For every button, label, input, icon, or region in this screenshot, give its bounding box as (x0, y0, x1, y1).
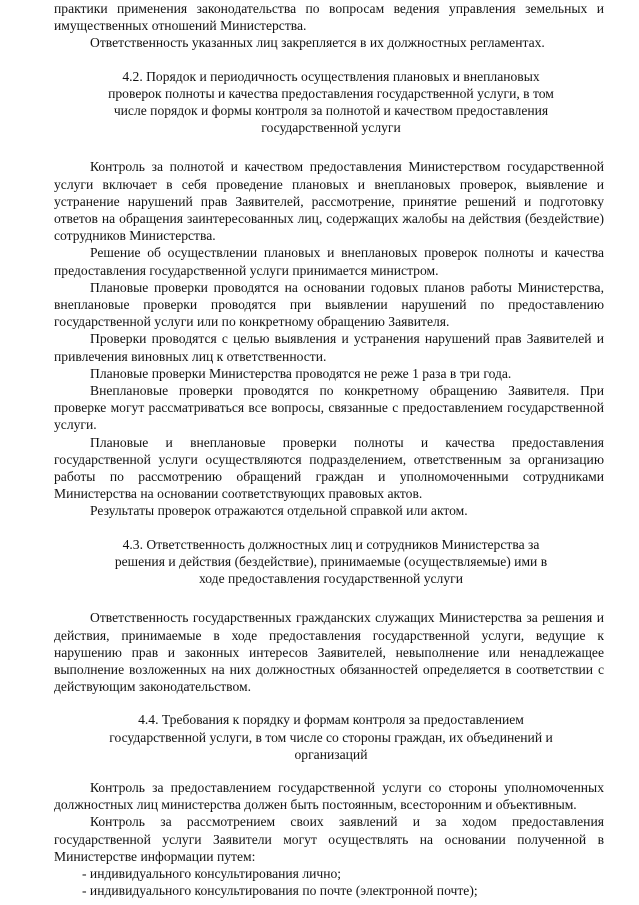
section-4-4-heading: 4.4. Требования к порядку и формам контроля за предоставлением государственной услуги, в том числе со стороны граждан, их объединений и организаций (109, 712, 553, 762)
section-4-2-paragraph: Проверки проводятся с целью выявления и устранения нарушений прав Заявителей и привлечения виновных лиц к ответственности. (54, 331, 604, 364)
intro-paragraph: практики применения законодательства по вопросам ведения управления земельных и имущественных отношений Министерства. (54, 1, 604, 34)
section-4-4-paragraph: Контроль за предоставлением государственной услуги со стороны уполномоченных должностных лиц министерства должен быть постоянным, всесторонним и объективным. (54, 779, 604, 813)
section-4-3-paragraph: Ответственность государственных гражданских служащих Министерства за решения и действия, принимаемые в ходе предоставления государственной услуги, ведущие к нарушению прав и законных интересов Заявителей, невыполнение или ненадлежащее выполнение возложенных на них должностных обязанностей определяется в соответствии с действующим законодательством. (54, 610, 604, 695)
section-4-2-paragraph: Плановые проверки проводятся на основании годовых планов работы Министерства, внеплановые проверки проводятся при выявлении нарушений по предоставлению государственной услуги или по конкретному обращению Заявителя. (54, 279, 604, 330)
section-4-3-heading: 4.3. Ответственность должностных лиц и сотрудников Министерства за решения и действия (бездействие), принимаемые (осуществляемые) ими в ходе предоставления государственной услуги (114, 536, 548, 587)
section-4-2-heading: 4.2. Порядок и периодичность осуществления плановых и внеплановых проверок полноты и качества предоставления государственной услуги, в том числе порядок и формы контроля за полнотой и качеством предоставления государственной услуги (108, 68, 554, 136)
document-page (54, 0, 604, 899)
section-4-2-paragraph: Результаты проверок отражаются отдельной справкой или актом. (90, 503, 468, 519)
section-4-2-paragraph: Плановые проверки Министерства проводятся не реже 1 раза в три года. (90, 365, 512, 381)
section-4-2-paragraph: Решение об осуществлении плановых и внеплановых проверок полноты и качества предоставления государственной услуги принимается министром. (54, 245, 604, 278)
section-4-2-paragraph: Контроль за полнотой и качеством предоставления Министерством государственной услуги включает в себя проведение плановых и внеплановых проверок, выявление и устранение нарушений прав Заявителей, рассмотрение, принятие решений и подготовку ответов на обращения заинтересованных лиц, содержащих жалобы на действия (бездействие) сотрудников Министерства. (54, 159, 604, 244)
list-item: - индивидуального консультирования по почте (электронной почте); (82, 883, 478, 899)
section-4-2-paragraph: Внеплановые проверки проводятся по конкретному обращению Заявителя. При проверке могут рассматриваться все вопросы, связанные с предоставлением государственной услуги. (54, 383, 604, 433)
intro-responsibility-paragraph: Ответственность указанных лиц закрепляется в их должностных регламентах. (90, 35, 545, 51)
section-4-4-paragraph: Контроль за рассмотрением своих заявлений и за ходом предоставления государственной услуги Заявители могут осуществлять на основании полученной в Министерстве информации путем: (54, 814, 604, 864)
control-methods-list (54, 865, 604, 899)
section-4-2-paragraph: Плановые и внеплановые проверки полноты и качества предоставления государственной услуги осуществляются подразделением, ответственным за организацию работы по рассмотрению обращений граждан и уполномоченными сотрудниками Министерства на основании соответствующих правовых актов. (54, 434, 604, 502)
list-item: - индивидуального консультирования лично; (82, 865, 342, 881)
